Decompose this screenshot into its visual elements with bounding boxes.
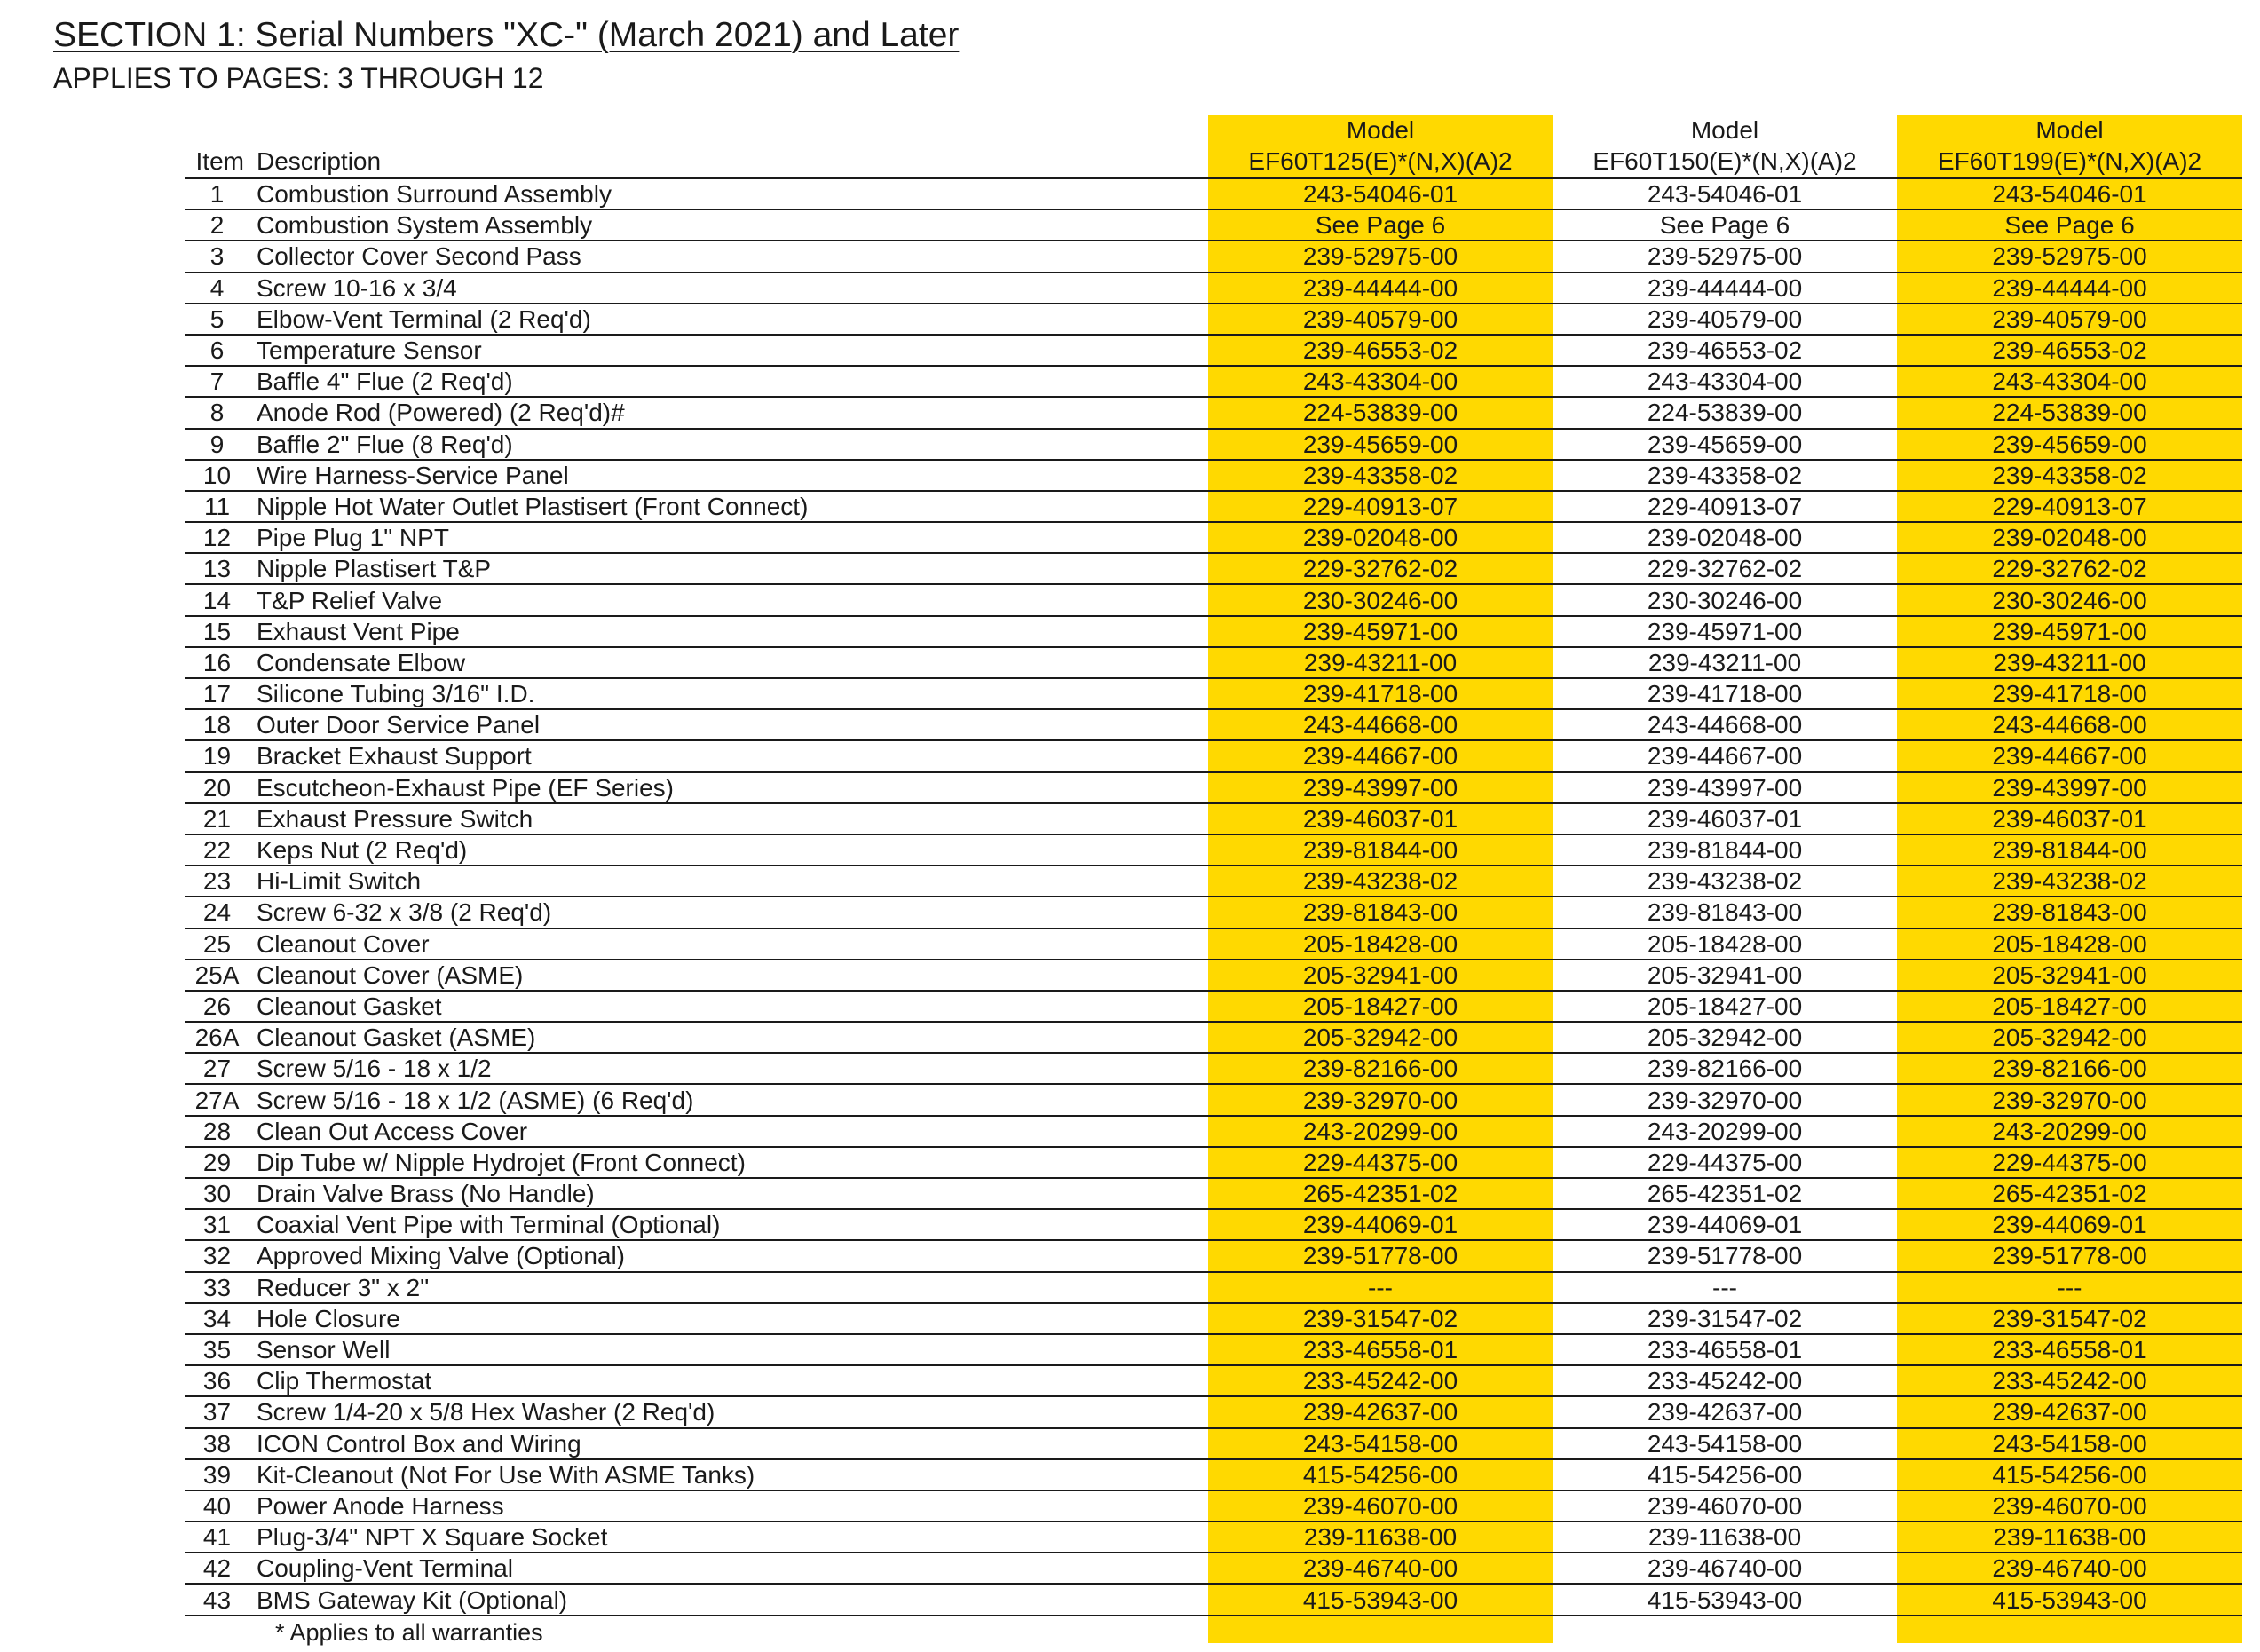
part-number-model-1: 239-42637-00	[1208, 1396, 1553, 1427]
table-row	[185, 1459, 2242, 1490]
part-number-model-3: 239-46740-00	[1897, 1553, 2242, 1584]
part-number-model-1: 239-81843-00	[1208, 897, 1553, 928]
part-number-model-3: 239-32970-00	[1897, 1084, 2242, 1115]
table-row	[185, 335, 2242, 366]
part-description: Baffle 4" Flue (2 Req'd)	[249, 366, 1208, 397]
part-number-model-3: 205-18428-00	[1897, 929, 2242, 960]
part-number-model-1: 239-45971-00	[1208, 616, 1553, 647]
part-number-model-2: 205-32941-00	[1553, 960, 1897, 991]
part-number-model-1: 239-46740-00	[1208, 1553, 1553, 1584]
part-number-model-1: 239-46037-01	[1208, 803, 1553, 834]
item-header: Item	[185, 115, 249, 178]
item-number: 30	[185, 1178, 249, 1209]
table-row	[185, 1334, 2242, 1365]
part-number-model-1: 239-44069-01	[1208, 1209, 1553, 1240]
part-number-model-2: 229-40913-07	[1553, 491, 1897, 522]
item-number: 17	[185, 678, 249, 709]
item-number: 10	[185, 460, 249, 491]
item-number: 4	[185, 273, 249, 304]
part-number-model-2: 239-82166-00	[1553, 1053, 1897, 1084]
part-number-model-1: 239-43358-02	[1208, 460, 1553, 491]
part-number-model-3: 205-32941-00	[1897, 960, 2242, 991]
part-description: Dip Tube w/ Nipple Hydrojet (Front Connect)	[249, 1147, 1208, 1178]
table-row	[185, 429, 2242, 460]
part-description: Exhaust Pressure Switch	[249, 803, 1208, 834]
part-number-model-2: 265-42351-02	[1553, 1178, 1897, 1209]
table-row	[185, 1522, 2242, 1553]
item-number: 18	[185, 709, 249, 740]
part-number-model-2: 229-44375-00	[1553, 1147, 1897, 1178]
part-number-model-2: 239-11638-00	[1553, 1522, 1897, 1553]
part-description: Screw 10-16 x 3/4	[249, 273, 1208, 304]
item-number: 26	[185, 991, 249, 1022]
item-number: 35	[185, 1334, 249, 1365]
model-number: EF60T150(E)*(N,X)(A)2	[1592, 147, 1857, 175]
table-row	[185, 460, 2242, 491]
part-number-model-3: See Page 6	[1897, 209, 2242, 241]
part-description: Hole Closure	[249, 1303, 1208, 1334]
part-number-model-1: 239-40579-00	[1208, 304, 1553, 335]
item-number: 34	[185, 1303, 249, 1334]
table-row	[185, 1490, 2242, 1522]
table-row	[185, 209, 2242, 241]
model-1-header	[1208, 115, 1553, 178]
table-row	[185, 929, 2242, 960]
item-number: 25	[185, 929, 249, 960]
table-row	[185, 709, 2242, 740]
part-description: Baffle 2" Flue (8 Req'd)	[249, 429, 1208, 460]
item-number: 39	[185, 1459, 249, 1490]
table-row	[185, 1147, 2242, 1178]
part-description: Combustion Surround Assembly	[249, 178, 1208, 210]
table-row	[185, 273, 2242, 304]
part-number-model-1: 239-44444-00	[1208, 273, 1553, 304]
part-number-model-1: 243-20299-00	[1208, 1116, 1553, 1147]
part-number-model-1: 239-45659-00	[1208, 429, 1553, 460]
part-description: Collector Cover Second Pass	[249, 241, 1208, 272]
item-number: 31	[185, 1209, 249, 1240]
part-description: Cleanout Cover	[249, 929, 1208, 960]
table-row	[185, 1053, 2242, 1084]
part-number-model-2: 239-81843-00	[1553, 897, 1897, 928]
part-number-model-3: 239-11638-00	[1897, 1522, 2242, 1553]
item-number: 1	[185, 178, 249, 210]
section-title: SECTION 1: Serial Numbers "XC-" (March 2021) and Later	[53, 16, 960, 54]
table-row	[185, 1084, 2242, 1115]
part-number-model-1: 239-43211-00	[1208, 647, 1553, 678]
part-description: Clean Out Access Cover	[249, 1116, 1208, 1147]
table-row	[185, 616, 2242, 647]
part-number-model-3: 239-46037-01	[1897, 803, 2242, 834]
part-number-model-2: 239-40579-00	[1553, 304, 1897, 335]
part-number-model-2: 239-81844-00	[1553, 834, 1897, 866]
part-number-model-3: 239-46553-02	[1897, 335, 2242, 366]
part-description: Cleanout Gasket (ASME)	[249, 1022, 1208, 1053]
part-number-model-3: 243-20299-00	[1897, 1116, 2242, 1147]
part-description: Coupling-Vent Terminal	[249, 1553, 1208, 1584]
part-description: Bracket Exhaust Support	[249, 740, 1208, 771]
part-number-model-1: 205-18428-00	[1208, 929, 1553, 960]
part-number-model-1: 415-53943-00	[1208, 1584, 1553, 1615]
part-number-model-3: 239-46070-00	[1897, 1490, 2242, 1522]
table-row	[185, 553, 2242, 584]
part-number-model-2: 415-53943-00	[1553, 1584, 1897, 1615]
table-row	[185, 1272, 2242, 1303]
part-number-model-1: 239-43238-02	[1208, 866, 1553, 897]
item-number: 5	[185, 304, 249, 335]
part-number-model-1: 243-54158-00	[1208, 1428, 1553, 1459]
part-description: Kit-Cleanout (Not For Use With ASME Tanks)	[249, 1459, 1208, 1490]
part-number-model-2: 233-45242-00	[1553, 1365, 1897, 1396]
table-row	[185, 1396, 2242, 1427]
part-number-model-1: 233-46558-01	[1208, 1334, 1553, 1365]
model-number: EF60T199(E)*(N,X)(A)2	[1937, 147, 2202, 175]
item-number: 24	[185, 897, 249, 928]
part-number-model-3: 239-43997-00	[1897, 772, 2242, 803]
part-number-model-2: ---	[1553, 1272, 1897, 1303]
part-number-model-1: 239-81844-00	[1208, 834, 1553, 866]
part-number-model-2: 239-44667-00	[1553, 740, 1897, 771]
part-number-model-3: 224-53839-00	[1897, 397, 2242, 428]
item-number: 26A	[185, 1022, 249, 1053]
table-row	[185, 366, 2242, 397]
item-number: 7	[185, 366, 249, 397]
part-description: Silicone Tubing 3/16" I.D.	[249, 678, 1208, 709]
part-number-model-3: 239-51778-00	[1897, 1240, 2242, 1271]
part-description: Plug-3/4" NPT X Square Socket	[249, 1522, 1208, 1553]
part-number-model-3: 229-44375-00	[1897, 1147, 2242, 1178]
part-number-model-3: 243-44668-00	[1897, 709, 2242, 740]
item-number: 41	[185, 1522, 249, 1553]
part-number-model-3: 239-81843-00	[1897, 897, 2242, 928]
part-number-model-3: 205-32942-00	[1897, 1022, 2242, 1053]
table-row	[185, 647, 2242, 678]
model-2-header	[1553, 115, 1897, 178]
item-number: 16	[185, 647, 249, 678]
part-number-model-1: 415-54256-00	[1208, 1459, 1553, 1490]
item-number: 36	[185, 1365, 249, 1396]
parts-table-body	[185, 178, 2242, 1616]
part-number-model-3: 233-45242-00	[1897, 1365, 2242, 1396]
part-number-model-3: 239-43211-00	[1897, 647, 2242, 678]
table-row	[185, 241, 2242, 272]
part-number-model-2: 239-31547-02	[1553, 1303, 1897, 1334]
item-number: 21	[185, 803, 249, 834]
part-number-model-3: 239-44667-00	[1897, 740, 2242, 771]
item-number: 40	[185, 1490, 249, 1522]
part-description: Power Anode Harness	[249, 1490, 1208, 1522]
part-number-model-3: 229-40913-07	[1897, 491, 2242, 522]
table-row	[185, 584, 2242, 615]
part-number-model-1: 229-32762-02	[1208, 553, 1553, 584]
item-number: 13	[185, 553, 249, 584]
item-number: 29	[185, 1147, 249, 1178]
table-header-row	[185, 115, 2242, 178]
table-row	[185, 897, 2242, 928]
part-description: Escutcheon-Exhaust Pipe (EF Series)	[249, 772, 1208, 803]
part-number-model-1: 239-46553-02	[1208, 335, 1553, 366]
part-description: Clip Thermostat	[249, 1365, 1208, 1396]
part-description: Elbow-Vent Terminal (2 Req'd)	[249, 304, 1208, 335]
part-description: Nipple Plastisert T&P	[249, 553, 1208, 584]
part-number-model-2: 239-42637-00	[1553, 1396, 1897, 1427]
part-number-model-3: 239-43358-02	[1897, 460, 2242, 491]
part-number-model-1: 243-43304-00	[1208, 366, 1553, 397]
item-number: 27	[185, 1053, 249, 1084]
part-description: Reducer 3" x 2"	[249, 1272, 1208, 1303]
part-number-model-3: 239-52975-00	[1897, 241, 2242, 272]
part-number-model-1: 239-51778-00	[1208, 1240, 1553, 1271]
part-number-model-3: 230-30246-00	[1897, 584, 2242, 615]
table-row	[185, 1553, 2242, 1584]
part-number-model-1: 205-32941-00	[1208, 960, 1553, 991]
table-row	[185, 866, 2242, 897]
part-number-model-1: 239-11638-00	[1208, 1522, 1553, 1553]
item-number: 11	[185, 491, 249, 522]
table-row	[185, 1365, 2242, 1396]
part-number-model-2: 233-46558-01	[1553, 1334, 1897, 1365]
table-row	[185, 178, 2242, 210]
model-label: Model	[1346, 116, 1415, 144]
part-number-model-1: 239-31547-02	[1208, 1303, 1553, 1334]
item-number: 20	[185, 772, 249, 803]
item-number: 32	[185, 1240, 249, 1271]
part-number-model-2: 230-30246-00	[1553, 584, 1897, 615]
item-number: 3	[185, 241, 249, 272]
part-number-model-3: 239-44069-01	[1897, 1209, 2242, 1240]
part-number-model-1: 239-41718-00	[1208, 678, 1553, 709]
part-number-model-2: 239-32970-00	[1553, 1084, 1897, 1115]
item-number: 38	[185, 1428, 249, 1459]
part-number-model-1: 205-32942-00	[1208, 1022, 1553, 1053]
part-number-model-1: 239-52975-00	[1208, 241, 1553, 272]
part-number-model-2: 205-18428-00	[1553, 929, 1897, 960]
part-number-model-1: 239-43997-00	[1208, 772, 1553, 803]
part-number-model-2: 239-44069-01	[1553, 1209, 1897, 1240]
part-description: BMS Gateway Kit (Optional)	[249, 1584, 1208, 1615]
item-number: 8	[185, 397, 249, 428]
table-row	[185, 772, 2242, 803]
part-number-model-1: 233-45242-00	[1208, 1365, 1553, 1396]
item-number: 15	[185, 616, 249, 647]
applies-to-pages: APPLIES TO PAGES: 3 THROUGH 12	[53, 62, 544, 94]
part-number-model-1: 205-18427-00	[1208, 991, 1553, 1022]
part-number-model-2: 239-41718-00	[1553, 678, 1897, 709]
part-description: Combustion System Assembly	[249, 209, 1208, 241]
part-number-model-1: 229-40913-07	[1208, 491, 1553, 522]
part-number-model-1: 239-46070-00	[1208, 1490, 1553, 1522]
item-number: 42	[185, 1553, 249, 1584]
part-number-model-2: 243-54046-01	[1553, 178, 1897, 210]
part-description: Cleanout Gasket	[249, 991, 1208, 1022]
model-3-header	[1897, 115, 2242, 178]
model-label: Model	[2035, 116, 2104, 144]
part-number-model-2: See Page 6	[1553, 209, 1897, 241]
part-number-model-3: 239-82166-00	[1897, 1053, 2242, 1084]
part-number-model-2: 205-18427-00	[1553, 991, 1897, 1022]
table-row	[185, 834, 2242, 866]
part-description: Keps Nut (2 Req'd)	[249, 834, 1208, 866]
part-number-model-3: 239-31547-02	[1897, 1303, 2242, 1334]
part-number-model-2: 239-43358-02	[1553, 460, 1897, 491]
part-number-model-3: 239-44444-00	[1897, 273, 2242, 304]
table-row	[185, 1209, 2242, 1240]
part-number-model-2: 239-51778-00	[1553, 1240, 1897, 1271]
table-row	[185, 522, 2242, 553]
part-number-model-1: 243-44668-00	[1208, 709, 1553, 740]
item-number: 27A	[185, 1084, 249, 1115]
part-number-model-3: 265-42351-02	[1897, 1178, 2242, 1209]
part-description: Nipple Hot Water Outlet Plastisert (Front Connect)	[249, 491, 1208, 522]
item-number: 22	[185, 834, 249, 866]
item-number: 2	[185, 209, 249, 241]
table-row	[185, 803, 2242, 834]
table-row	[185, 1428, 2242, 1459]
part-description: Screw 6-32 x 3/8 (2 Req'd)	[249, 897, 1208, 928]
part-description: Hi-Limit Switch	[249, 866, 1208, 897]
part-number-model-3: 239-40579-00	[1897, 304, 2242, 335]
part-number-model-1: 239-82166-00	[1208, 1053, 1553, 1084]
part-number-model-2: 243-20299-00	[1553, 1116, 1897, 1147]
table-row	[185, 1303, 2242, 1334]
part-description: Pipe Plug 1" NPT	[249, 522, 1208, 553]
part-number-model-1: 229-44375-00	[1208, 1147, 1553, 1178]
part-number-model-2: 239-43211-00	[1553, 647, 1897, 678]
part-number-model-1: 224-53839-00	[1208, 397, 1553, 428]
part-description: Condensate Elbow	[249, 647, 1208, 678]
part-description: ICON Control Box and Wiring	[249, 1428, 1208, 1459]
part-description: Screw 1/4-20 x 5/8 Hex Washer (2 Req'd)	[249, 1396, 1208, 1427]
part-description: Anode Rod (Powered) (2 Req'd)#	[249, 397, 1208, 428]
part-number-model-2: 224-53839-00	[1553, 397, 1897, 428]
part-number-model-3: 415-53943-00	[1897, 1584, 2242, 1615]
part-number-model-1: 265-42351-02	[1208, 1178, 1553, 1209]
part-description: T&P Relief Valve	[249, 584, 1208, 615]
part-description: Screw 5/16 - 18 x 1/2 (ASME) (6 Req'd)	[249, 1084, 1208, 1115]
part-number-model-2: 239-43997-00	[1553, 772, 1897, 803]
model-number: EF60T125(E)*(N,X)(A)2	[1248, 147, 1513, 175]
table-row	[185, 1022, 2242, 1053]
part-number-model-2: 239-45659-00	[1553, 429, 1897, 460]
part-number-model-2: 415-54256-00	[1553, 1459, 1897, 1490]
part-description: Approved Mixing Valve (Optional)	[249, 1240, 1208, 1271]
item-number: 43	[185, 1584, 249, 1615]
table-row	[185, 1584, 2242, 1615]
part-description: Coaxial Vent Pipe with Terminal (Optional)	[249, 1209, 1208, 1240]
table-row	[185, 1178, 2242, 1209]
part-number-model-3: 239-43238-02	[1897, 866, 2242, 897]
part-number-model-3: 239-02048-00	[1897, 522, 2242, 553]
part-number-model-2: 239-46070-00	[1553, 1490, 1897, 1522]
item-number: 23	[185, 866, 249, 897]
part-number-model-1: 239-44667-00	[1208, 740, 1553, 771]
part-number-model-3: 243-54158-00	[1897, 1428, 2242, 1459]
part-description: Outer Door Service Panel	[249, 709, 1208, 740]
part-number-model-1: 239-32970-00	[1208, 1084, 1553, 1115]
item-number: 6	[185, 335, 249, 366]
part-number-model-1: 243-54046-01	[1208, 178, 1553, 210]
item-number: 12	[185, 522, 249, 553]
item-number: 19	[185, 740, 249, 771]
table-row	[185, 1240, 2242, 1271]
part-number-model-1: 230-30246-00	[1208, 584, 1553, 615]
description-header: Description	[249, 115, 1208, 178]
part-description: Temperature Sensor	[249, 335, 1208, 366]
part-number-model-2: 239-02048-00	[1553, 522, 1897, 553]
item-number: 14	[185, 584, 249, 615]
part-number-model-2: 239-46740-00	[1553, 1553, 1897, 1584]
part-number-model-3: 239-42637-00	[1897, 1396, 2242, 1427]
part-number-model-1: ---	[1208, 1272, 1553, 1303]
part-number-model-3: 239-81844-00	[1897, 834, 2242, 866]
footnote: * Applies to all warranties	[275, 1619, 543, 1646]
table-row	[185, 960, 2242, 991]
table-row	[185, 1116, 2242, 1147]
table-row	[185, 491, 2242, 522]
part-description: Drain Valve Brass (No Handle)	[249, 1178, 1208, 1209]
part-number-model-2: 239-46553-02	[1553, 335, 1897, 366]
part-description: Cleanout Cover (ASME)	[249, 960, 1208, 991]
part-number-model-3: 243-54046-01	[1897, 178, 2242, 210]
part-number-model-3: 415-54256-00	[1897, 1459, 2242, 1490]
item-number: 33	[185, 1272, 249, 1303]
part-number-model-3: 233-46558-01	[1897, 1334, 2242, 1365]
part-number-model-3: ---	[1897, 1272, 2242, 1303]
model-label: Model	[1690, 116, 1759, 144]
part-number-model-2: 243-43304-00	[1553, 366, 1897, 397]
table-row	[185, 678, 2242, 709]
table-row	[185, 304, 2242, 335]
table-row	[185, 397, 2242, 428]
part-number-model-3: 239-45971-00	[1897, 616, 2242, 647]
item-number: 9	[185, 429, 249, 460]
part-number-model-3: 229-32762-02	[1897, 553, 2242, 584]
parts-table	[185, 115, 2242, 1616]
part-number-model-2: 243-44668-00	[1553, 709, 1897, 740]
part-description: Wire Harness-Service Panel	[249, 460, 1208, 491]
part-number-model-2: 239-44444-00	[1553, 273, 1897, 304]
table-row	[185, 740, 2242, 771]
part-number-model-3: 239-45659-00	[1897, 429, 2242, 460]
part-number-model-1: 239-02048-00	[1208, 522, 1553, 553]
part-number-model-2: 239-46037-01	[1553, 803, 1897, 834]
item-number: 37	[185, 1396, 249, 1427]
part-description: Sensor Well	[249, 1334, 1208, 1365]
part-number-model-2: 239-43238-02	[1553, 866, 1897, 897]
part-number-model-2: 229-32762-02	[1553, 553, 1897, 584]
part-number-model-1: See Page 6	[1208, 209, 1553, 241]
part-description: Exhaust Vent Pipe	[249, 616, 1208, 647]
part-number-model-2: 239-52975-00	[1553, 241, 1897, 272]
part-number-model-3: 239-41718-00	[1897, 678, 2242, 709]
part-number-model-3: 205-18427-00	[1897, 991, 2242, 1022]
part-description: Screw 5/16 - 18 x 1/2	[249, 1053, 1208, 1084]
item-number: 25A	[185, 960, 249, 991]
part-number-model-2: 243-54158-00	[1553, 1428, 1897, 1459]
part-number-model-2: 205-32942-00	[1553, 1022, 1897, 1053]
item-number: 28	[185, 1116, 249, 1147]
part-number-model-2: 239-45971-00	[1553, 616, 1897, 647]
table-row	[185, 991, 2242, 1022]
part-number-model-3: 243-43304-00	[1897, 366, 2242, 397]
